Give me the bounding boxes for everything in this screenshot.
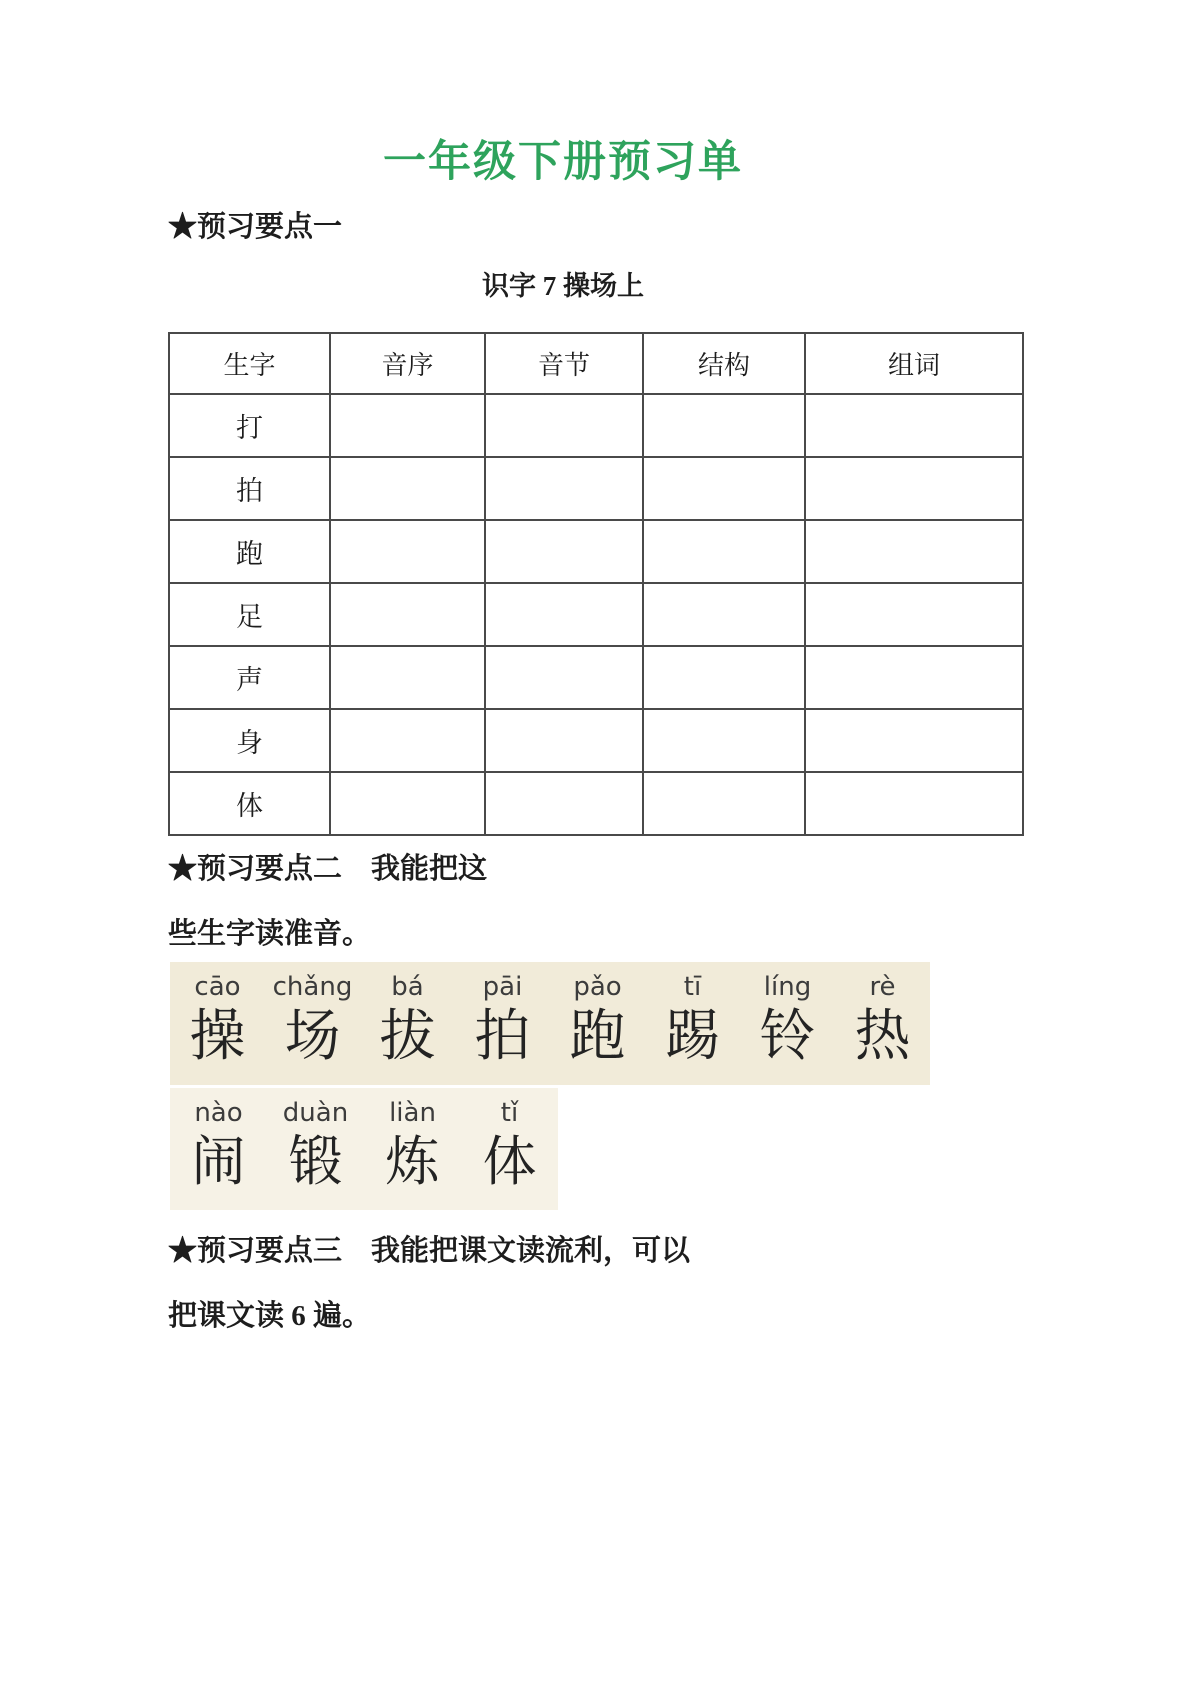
empty-cell bbox=[643, 457, 805, 520]
pinyin-flashcard-strip-1 bbox=[170, 962, 930, 1085]
empty-cell bbox=[805, 772, 1023, 835]
table-row bbox=[169, 709, 1023, 772]
pinyin-label: tī bbox=[683, 972, 702, 1002]
vocab-table bbox=[168, 332, 1024, 836]
vocab-char-cell: 足 bbox=[169, 583, 330, 646]
vocab-char-cell: 跑 bbox=[169, 520, 330, 583]
star-icon: ★ bbox=[168, 1235, 198, 1267]
empty-cell bbox=[805, 457, 1023, 520]
pinyin-label: pāi bbox=[482, 972, 523, 1002]
section-heading-two bbox=[168, 850, 487, 888]
table-row bbox=[169, 520, 1023, 583]
empty-cell bbox=[485, 583, 643, 646]
empty-cell bbox=[805, 709, 1023, 772]
hanzi-char: 拔 bbox=[379, 1006, 436, 1068]
pinyin-label: chǎng bbox=[272, 972, 353, 1002]
col-header-structure: 结构 bbox=[643, 333, 805, 394]
pinyin-char-cell bbox=[645, 962, 740, 1085]
empty-cell bbox=[643, 709, 805, 772]
section-two-line1: 预习要点二 我能把这 bbox=[197, 853, 488, 885]
pinyin-char-cell bbox=[550, 962, 645, 1085]
empty-cell bbox=[643, 394, 805, 457]
vocab-char-cell: 身 bbox=[169, 709, 330, 772]
empty-cell bbox=[330, 520, 485, 583]
empty-cell bbox=[485, 457, 643, 520]
pinyin-char-cell bbox=[740, 962, 835, 1085]
col-header-alphabetical-order: 音序 bbox=[330, 333, 485, 394]
pinyin-char-cell bbox=[461, 1088, 558, 1210]
page-title: 一年级下册预习单 bbox=[383, 138, 743, 186]
pinyin-label: rè bbox=[869, 972, 896, 1002]
vocab-char-cell: 拍 bbox=[169, 457, 330, 520]
hanzi-char: 铃 bbox=[759, 1006, 816, 1068]
hanzi-char: 锻 bbox=[288, 1132, 343, 1192]
empty-cell bbox=[643, 520, 805, 583]
pinyin-char-cell bbox=[835, 962, 930, 1085]
empty-cell bbox=[330, 583, 485, 646]
empty-cell bbox=[485, 646, 643, 709]
section-heading-one bbox=[168, 208, 342, 246]
vocab-char-cell: 打 bbox=[169, 394, 330, 457]
table-header-row bbox=[169, 333, 1023, 394]
pinyin-label: pǎo bbox=[573, 972, 622, 1002]
pinyin-char-cell bbox=[170, 962, 265, 1085]
empty-cell bbox=[330, 646, 485, 709]
table-row bbox=[169, 394, 1023, 457]
hanzi-char: 操 bbox=[189, 1006, 246, 1068]
empty-cell bbox=[330, 772, 485, 835]
table-row bbox=[169, 457, 1023, 520]
hanzi-char: 炼 bbox=[385, 1132, 440, 1192]
table-row bbox=[169, 583, 1023, 646]
pinyin-char-cell bbox=[455, 962, 550, 1085]
star-icon: ★ bbox=[168, 211, 198, 243]
pinyin-char-cell bbox=[360, 962, 455, 1085]
pinyin-flashcard-strip-2 bbox=[170, 1088, 558, 1210]
empty-cell bbox=[330, 394, 485, 457]
empty-cell bbox=[643, 772, 805, 835]
hanzi-char: 跑 bbox=[569, 1006, 626, 1068]
hanzi-char: 热 bbox=[854, 1006, 911, 1068]
section-three-line1: 预习要点三 我能把课文读流利，可以 bbox=[197, 1235, 691, 1267]
hanzi-char: 闹 bbox=[191, 1132, 246, 1192]
section-three-line2: 把课文读 6 遍。 bbox=[168, 1300, 372, 1332]
empty-cell bbox=[805, 646, 1023, 709]
empty-cell bbox=[805, 520, 1023, 583]
empty-cell bbox=[485, 394, 643, 457]
pinyin-char-cell bbox=[267, 1088, 364, 1210]
pinyin-label: duàn bbox=[282, 1098, 349, 1128]
hanzi-char: 踢 bbox=[664, 1006, 721, 1068]
table-row bbox=[169, 772, 1023, 835]
empty-cell bbox=[805, 394, 1023, 457]
col-header-syllable: 音节 bbox=[485, 333, 643, 394]
empty-cell bbox=[330, 457, 485, 520]
empty-cell bbox=[330, 709, 485, 772]
empty-cell bbox=[485, 709, 643, 772]
vocab-char-cell: 体 bbox=[169, 772, 330, 835]
pinyin-char-cell bbox=[265, 962, 360, 1085]
table-title: 识字 7 操场上 bbox=[482, 271, 644, 301]
pinyin-label: nào bbox=[194, 1098, 243, 1128]
empty-cell bbox=[643, 583, 805, 646]
hanzi-char: 拍 bbox=[474, 1006, 531, 1068]
empty-cell bbox=[485, 772, 643, 835]
col-header-word-group: 组词 bbox=[805, 333, 1023, 394]
empty-cell bbox=[485, 520, 643, 583]
col-header-new-character: 生字 bbox=[169, 333, 330, 394]
vocab-char-cell: 声 bbox=[169, 646, 330, 709]
pinyin-label: tǐ bbox=[500, 1098, 519, 1128]
star-icon: ★ bbox=[168, 853, 198, 885]
section-two-line2: 些生字读准音。 bbox=[168, 918, 372, 950]
pinyin-char-cell bbox=[364, 1088, 461, 1210]
section-one-label: 预习要点一 bbox=[197, 211, 343, 243]
pinyin-label: cāo bbox=[194, 972, 241, 1002]
table-row bbox=[169, 646, 1023, 709]
pinyin-label: liàn bbox=[389, 1098, 436, 1128]
pinyin-label: líng bbox=[763, 972, 812, 1002]
section-heading-three bbox=[168, 1232, 690, 1270]
pinyin-label: bá bbox=[391, 972, 424, 1002]
hanzi-char: 体 bbox=[482, 1132, 537, 1192]
hanzi-char: 场 bbox=[284, 1006, 341, 1068]
empty-cell bbox=[643, 646, 805, 709]
pinyin-char-cell bbox=[170, 1088, 267, 1210]
empty-cell bbox=[805, 583, 1023, 646]
